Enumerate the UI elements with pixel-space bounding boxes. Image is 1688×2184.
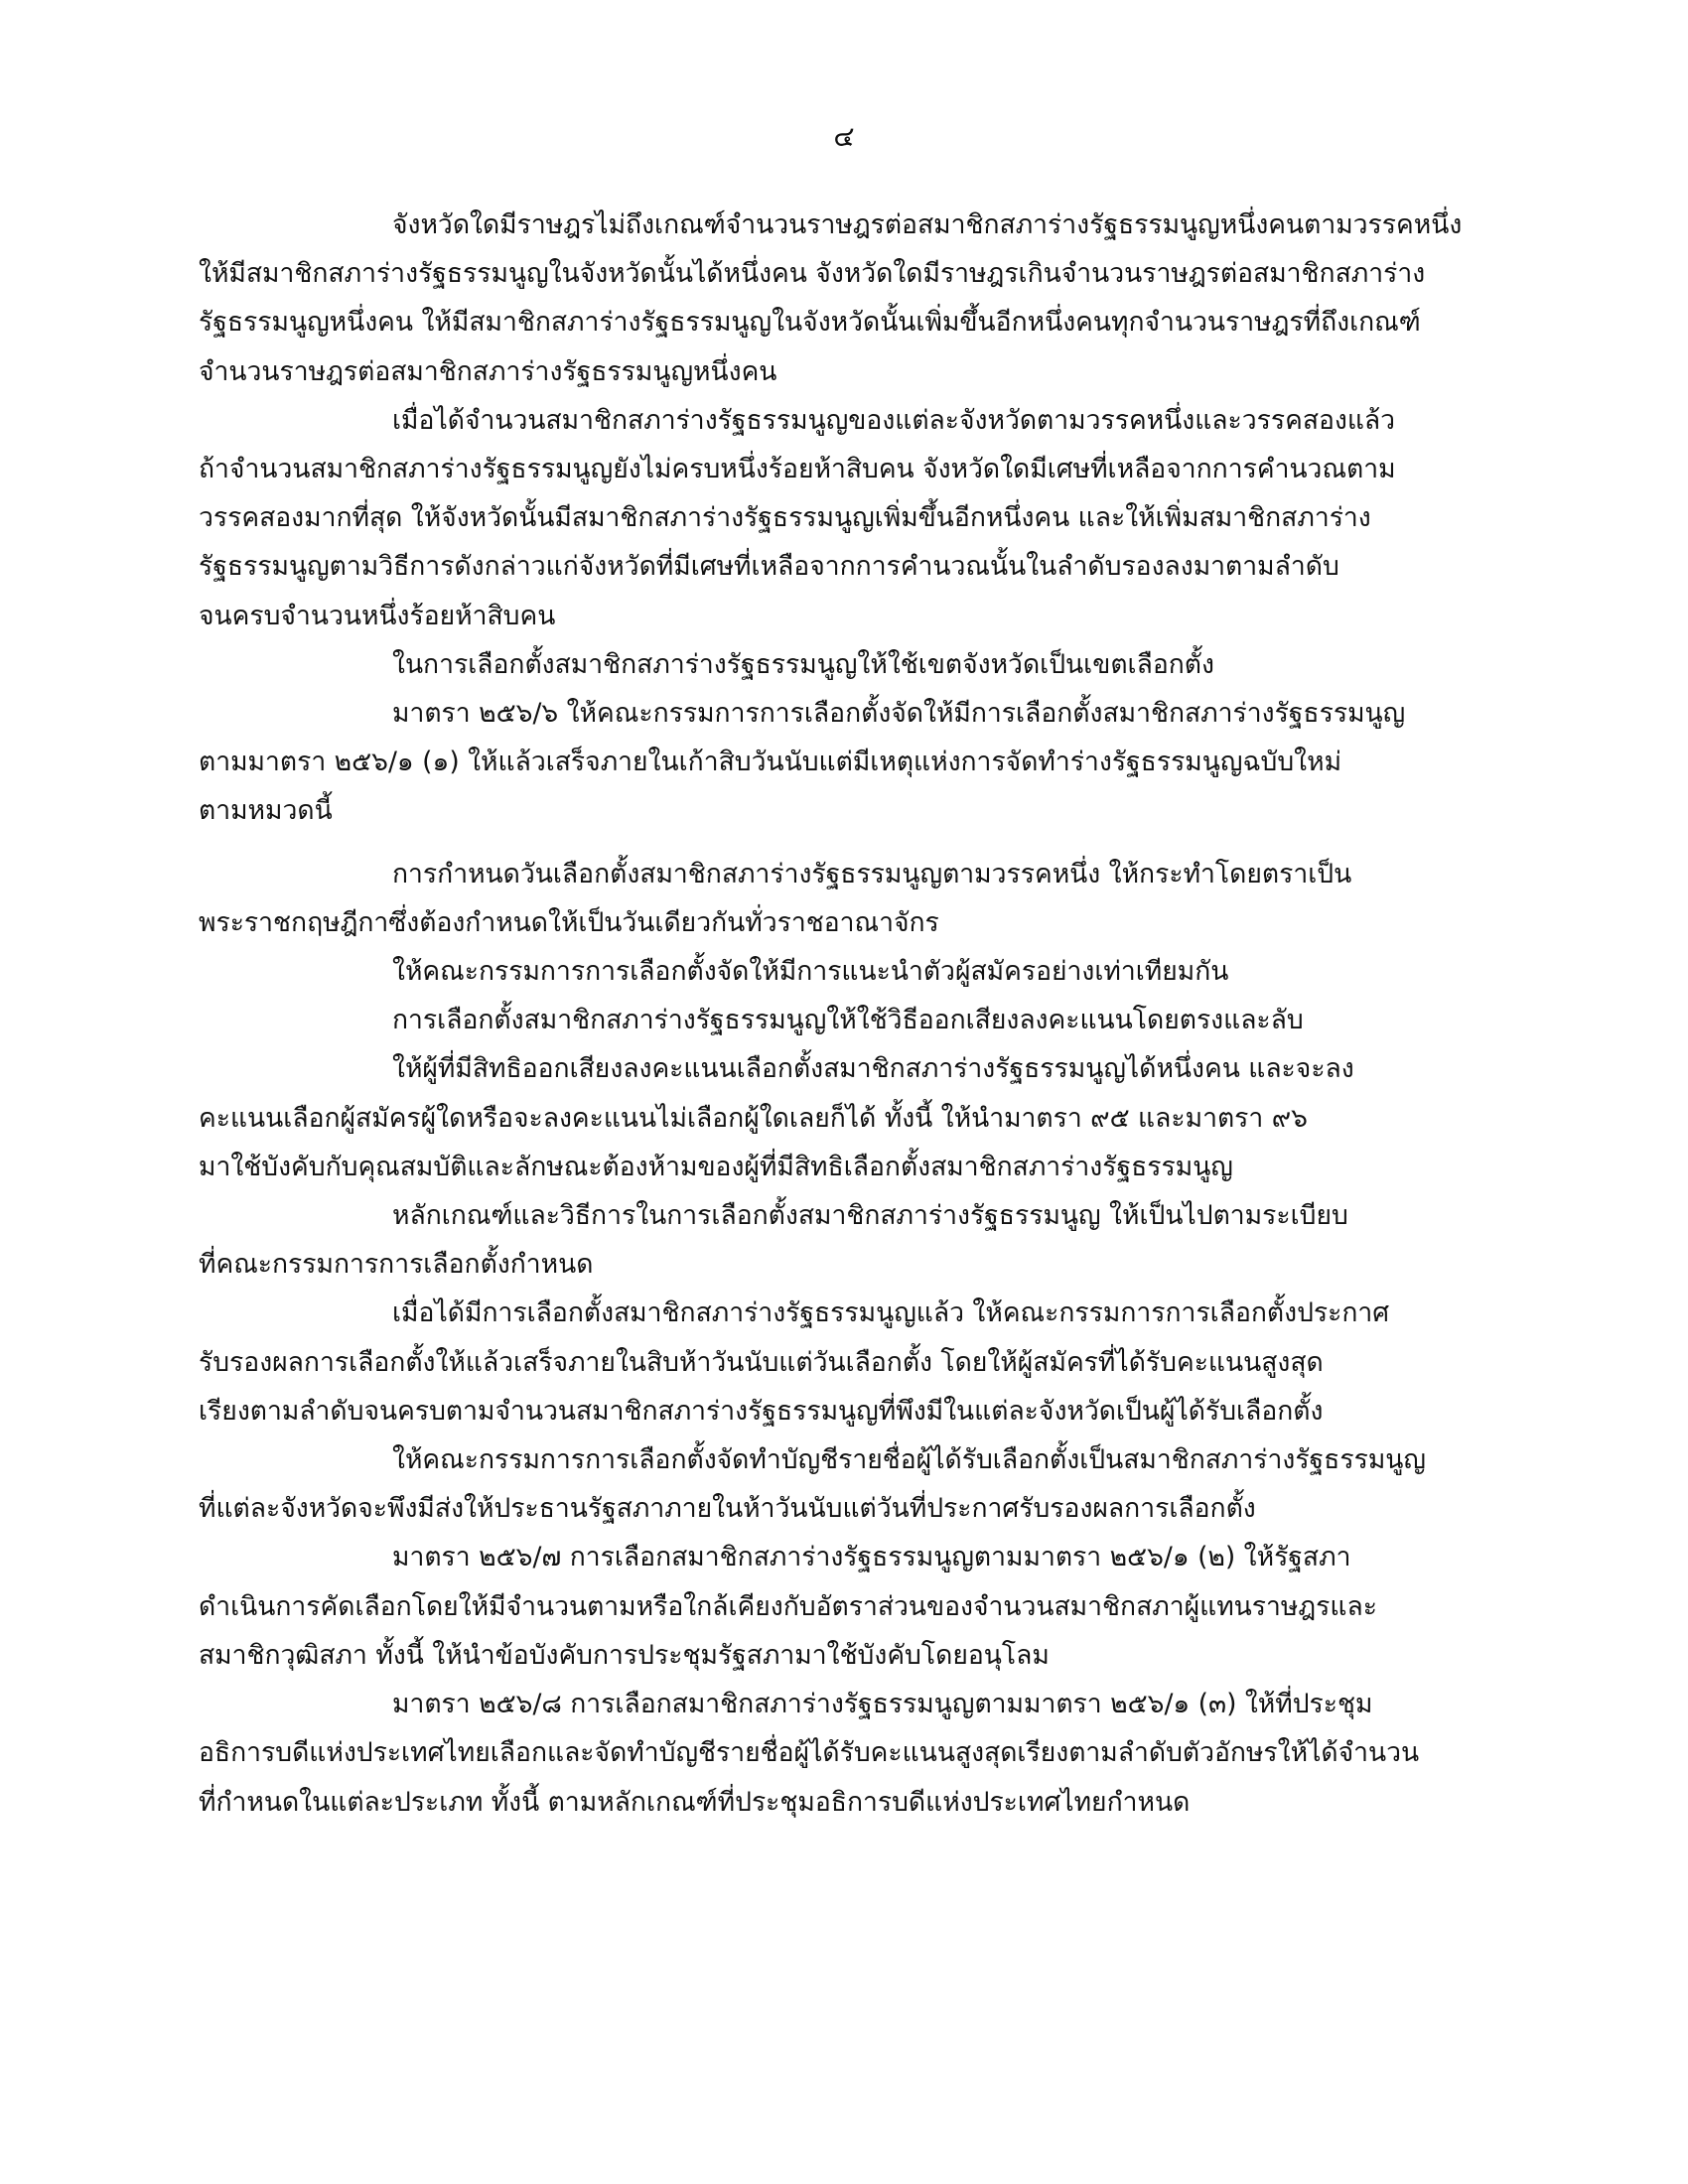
paragraph-10: เมื่อได้มีการเลือกตั้งสมาชิกสภาร่างรัฐธรรมนูญแล้ว ให้คณะกรรมการการเลือกตั้งประกาศ รับรองผลการเลือกตั้งให้แล้วเสร็จภายในสิบห้าวันนับแต่วันเลือกตั้ง โดยให้ผู้สมัครที่ได้รับคะแนนสูงสุด เรียงตามลำดับจนครบตามจำนวนสมาชิกสภาร่างรัฐธรรมนูญที่พึงมีในแต่ละจังหวัดเป็นผู้ได้รับเลือกตั้ง <box>199 1297 1390 1427</box>
paragraph-7: การเลือกตั้งสมาชิกสภาร่างรัฐธรรมนูญให้ใช้วิธีออกเสียงลงคะแนนโดยตรงและลับ <box>392 1005 1304 1036</box>
paragraph-2: เมื่อได้จำนวนสมาชิกสภาร่างรัฐธรรมนูญของแต่ละจังหวัดตามวรรคหนึ่งและวรรคสองแล้ว ถ้าจำนวนสมาชิกสภาร่างรัฐธรรมนูญยังไม่ครบหนึ่งร้อยห้าสิบคน จังหวัดใดมีเศษที่เหลือจากการคำนวณตาม วรรคสองมากที่สุด ให้จังหวัดนั้นมีสมาชิกสภาร่างรัฐธรรมนูญเพิ่มขึ้นอีกหนึ่งคน และให้เพิ่มสมาชิกสภาร่าง รัฐธรรมนูญตามวิธีการดังกล่าวแก่จังหวัดที่มีเศษที่เหลือจากการคำนวณนั้นในลำดับรองลงมาตามลำดับ จนครบจำนวนหนึ่งร้อยห้าสิบคน <box>199 404 1396 631</box>
paragraph-3: ในการเลือกตั้งสมาชิกสภาร่างรัฐธรรมนูญให้ใช้เขตจังหวัดเป็นเขตเลือกตั้ง <box>392 648 1214 680</box>
paragraph-1: จังหวัดใดมีราษฎรไม่ถึงเกณฑ์จำนวนราษฎรต่อสมาชิกสภาร่างรัฐธรรมนูญหนึ่งคนตามวรรคหนึ่ง ให้มีสมาชิกสภาร่างรัฐธรรมนูญในจังหวัดนั้นได้หนึ่งคน จังหวัดใดมีราษฎรเกินจำนวนราษฎรต่อสมาชิกสภาร่าง รัฐธรรมนูญหนึ่งคน ให้มีสมาชิกสภาร่างรัฐธรรมนูญในจังหวัดนั้นเพิ่มขึ้นอีกหนึ่งคนทุกจำนวนราษฎรที่ถึงเกณฑ์ จำนวนราษฎรต่อสมาชิกสภาร่างรัฐธรรมนูญหนึ่งคน <box>199 209 1463 387</box>
page-number: ๔ <box>833 120 855 153</box>
document-body <box>199 201 1499 1827</box>
paragraph-section-256-7: มาตรา ๒๕๖/๗ การเลือกสมาชิกสภาร่างรัฐธรรมนูญตามมาตรา ๒๕๖/๑ (๒) ให้รัฐสภา ดำเนินการคัดเลือกโดยให้มีจำนวนตามหรือใกล้เคียงกับอัตราส่วนของจำนวนสมาชิกสภาผู้แทนราษฎรและ สมาชิกวุฒิสภา ทั้งนี้ ให้นำข้อบังคับการประชุมรัฐสภามาใช้บังคับโดยอนุโลม <box>199 1542 1377 1671</box>
paragraph-5: การกำหนดวันเลือกตั้งสมาชิกสภาร่างรัฐธรรมนูญตามวรรคหนึ่ง ให้กระทำโดยตราเป็น พระราชกฤษฎีกาซึ่งต้องกำหนดให้เป็นวันเดียวกันทั่วราชอาณาจักร <box>199 858 1352 938</box>
paragraph-8: ให้ผู้ที่มีสิทธิออกเสียงลงคะแนนเลือกตั้งสมาชิกสภาร่างรัฐธรรมนูญได้หนึ่งคน และจะลง คะแนนเลือกผู้สมัครผู้ใดหรือจะลงคะแนนไม่เลือกผู้ใดเลยก็ได้ ทั้งนี้ ให้นำมาตรา ๙๕ และมาตรา ๙๖ มาใช้บังคับกับคุณสมบัติและลักษณะต้องห้ามของผู้ที่มีสิทธิเลือกตั้งสมาชิกสภาร่างรัฐธรรมนูญ <box>199 1053 1354 1182</box>
paragraph-section-256-8: มาตรา ๒๕๖/๘ การเลือกสมาชิกสภาร่างรัฐธรรมนูญตามมาตรา ๒๕๖/๑ (๓) ให้ที่ประชุม อธิการบดีแห่งประเทศไทยเลือกและจัดทำบัญชีรายชื่อผู้ได้รับคะแนนสูงสุดเรียงตามลำดับตัวอักษรให้ได้จำนวน ที่กำหนดในแต่ละประเภท ทั้งนี้ ตามหลักเกณฑ์ที่ประชุมอธิการบดีแห่งประเทศไทยกำหนด <box>199 1689 1420 1818</box>
paragraph-section-256-6: มาตรา ๒๕๖/๖ ให้คณะกรรมการการเลือกตั้งจัดให้มีการเลือกตั้งสมาชิกสภาร่างรัฐธรรมนูญ ตามมาตรา ๒๕๖/๑ (๑) ให้แล้วเสร็จภายในเก้าสิบวันนับแต่มีเหตุแห่งการจัดทำร่างรัฐธรรมนูญฉบับใหม่ ตามหมวดนี้ <box>199 698 1406 827</box>
paragraph-9: หลักเกณฑ์และวิธีการในการเลือกตั้งสมาชิกสภาร่างรัฐธรรมนูญ ให้เป็นไปตามระเบียบ ที่คณะกรรมการการเลือกตั้งกำหนด <box>199 1200 1348 1281</box>
paragraph-6: ให้คณะกรรมการการเลือกตั้งจัดให้มีการแนะนำตัวผู้สมัครอย่างเท่าเทียมกัน <box>392 956 1229 988</box>
paragraph-11: ให้คณะกรรมการการเลือกตั้งจัดทำบัญชีรายชื่อผู้ได้รับเลือกตั้งเป็นสมาชิกสภาร่างรัฐธรรมนูญ ที่แต่ละจังหวัดจะพึงมีส่งให้ประธานรัฐสภาภายในห้าวันนับแต่วันที่ประกาศรับรองผลการเลือกตั้ง <box>199 1444 1426 1525</box>
